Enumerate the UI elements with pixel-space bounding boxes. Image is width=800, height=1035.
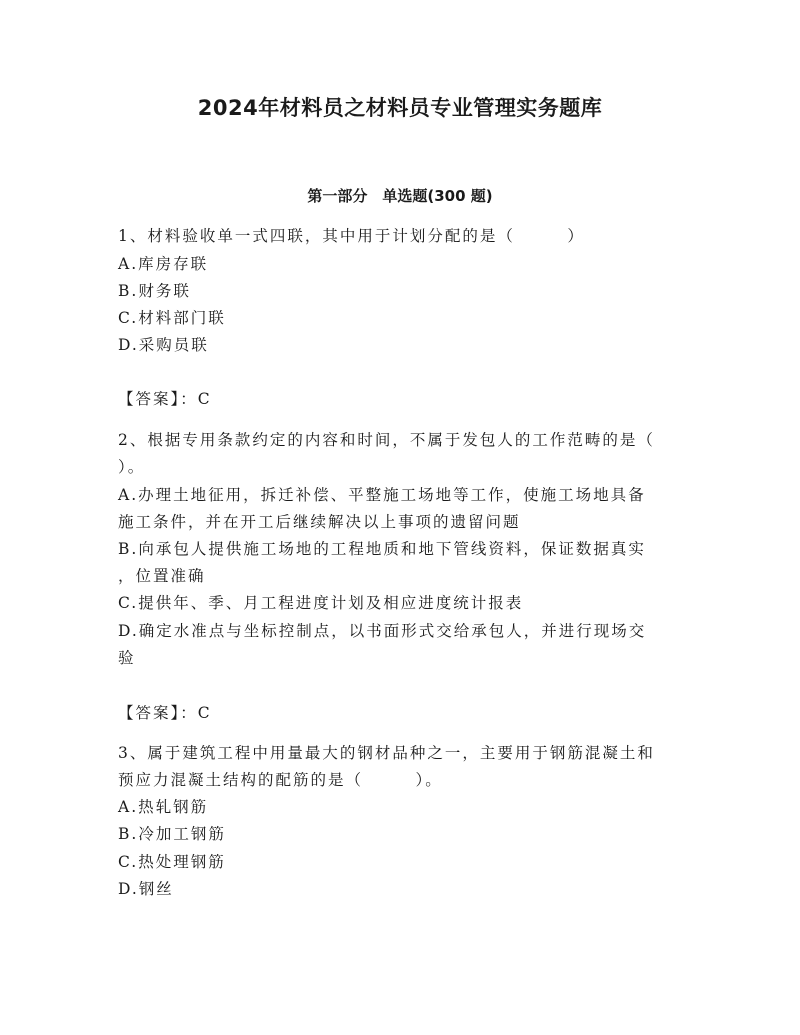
question-3-stem-line-1: 3、属于建筑工程中用量最大的钢材品种之一，主要用于钢筋混凝土和 bbox=[118, 744, 655, 762]
question-3-option-d: D.钢丝 bbox=[118, 880, 174, 898]
question-2-option-a-line-1: A.办理土地征用，拆迁补偿、平整施工场地等工作，使施工场地具备 bbox=[118, 486, 646, 504]
question-1-option-a: A.库房存联 bbox=[118, 255, 209, 273]
question-2-option-d-line-1: D.确定水准点与坐标控制点，以书面形式交给承包人，并进行现场交 bbox=[118, 622, 647, 640]
question-2-option-a-line-2: 施工条件，并在开工后继续解决以上事项的遗留问题 bbox=[118, 513, 521, 531]
question-3-stem-line-2: 预应力混凝土结构的配筋的是（ ）。 bbox=[118, 771, 443, 789]
question-1-option-c: C.材料部门联 bbox=[118, 309, 226, 327]
question-1-stem: 1、材料验收单一式四联，其中用于计划分配的是（ ） bbox=[118, 227, 585, 245]
question-2-stem-line-2: ）。 bbox=[118, 458, 146, 476]
question-1-option-d: D.采购员联 bbox=[118, 336, 209, 354]
section-heading: 第一部分 单选题(300 题) bbox=[307, 187, 493, 205]
question-3-option-a: A.热轧钢筋 bbox=[118, 798, 209, 816]
question-1-option-b: B.财务联 bbox=[118, 282, 191, 300]
question-1-answer: 【答案】：C bbox=[118, 390, 212, 408]
question-3-option-c: C.热处理钢筋 bbox=[118, 853, 226, 871]
question-2-option-b-line-1: B.向承包人提供施工场地的工程地质和地下管线资料，保证数据真实 bbox=[118, 540, 646, 558]
document-title: 2024年材料员之材料员专业管理实务题库 bbox=[197, 96, 603, 120]
question-2-stem-line-1: 2、根据专用条款约定的内容和时间，不属于发包人的工作范畴的是（ bbox=[118, 431, 655, 449]
question-2-option-b-line-2: ，位置准确 bbox=[118, 567, 206, 585]
question-2-option-d-line-2: 验 bbox=[118, 649, 136, 667]
question-2-answer: 【答案】：C bbox=[118, 704, 212, 722]
question-2-option-c: C.提供年、季、月工程进度计划及相应进度统计报表 bbox=[118, 594, 524, 612]
question-3-option-b: B.冷加工钢筋 bbox=[118, 825, 226, 843]
